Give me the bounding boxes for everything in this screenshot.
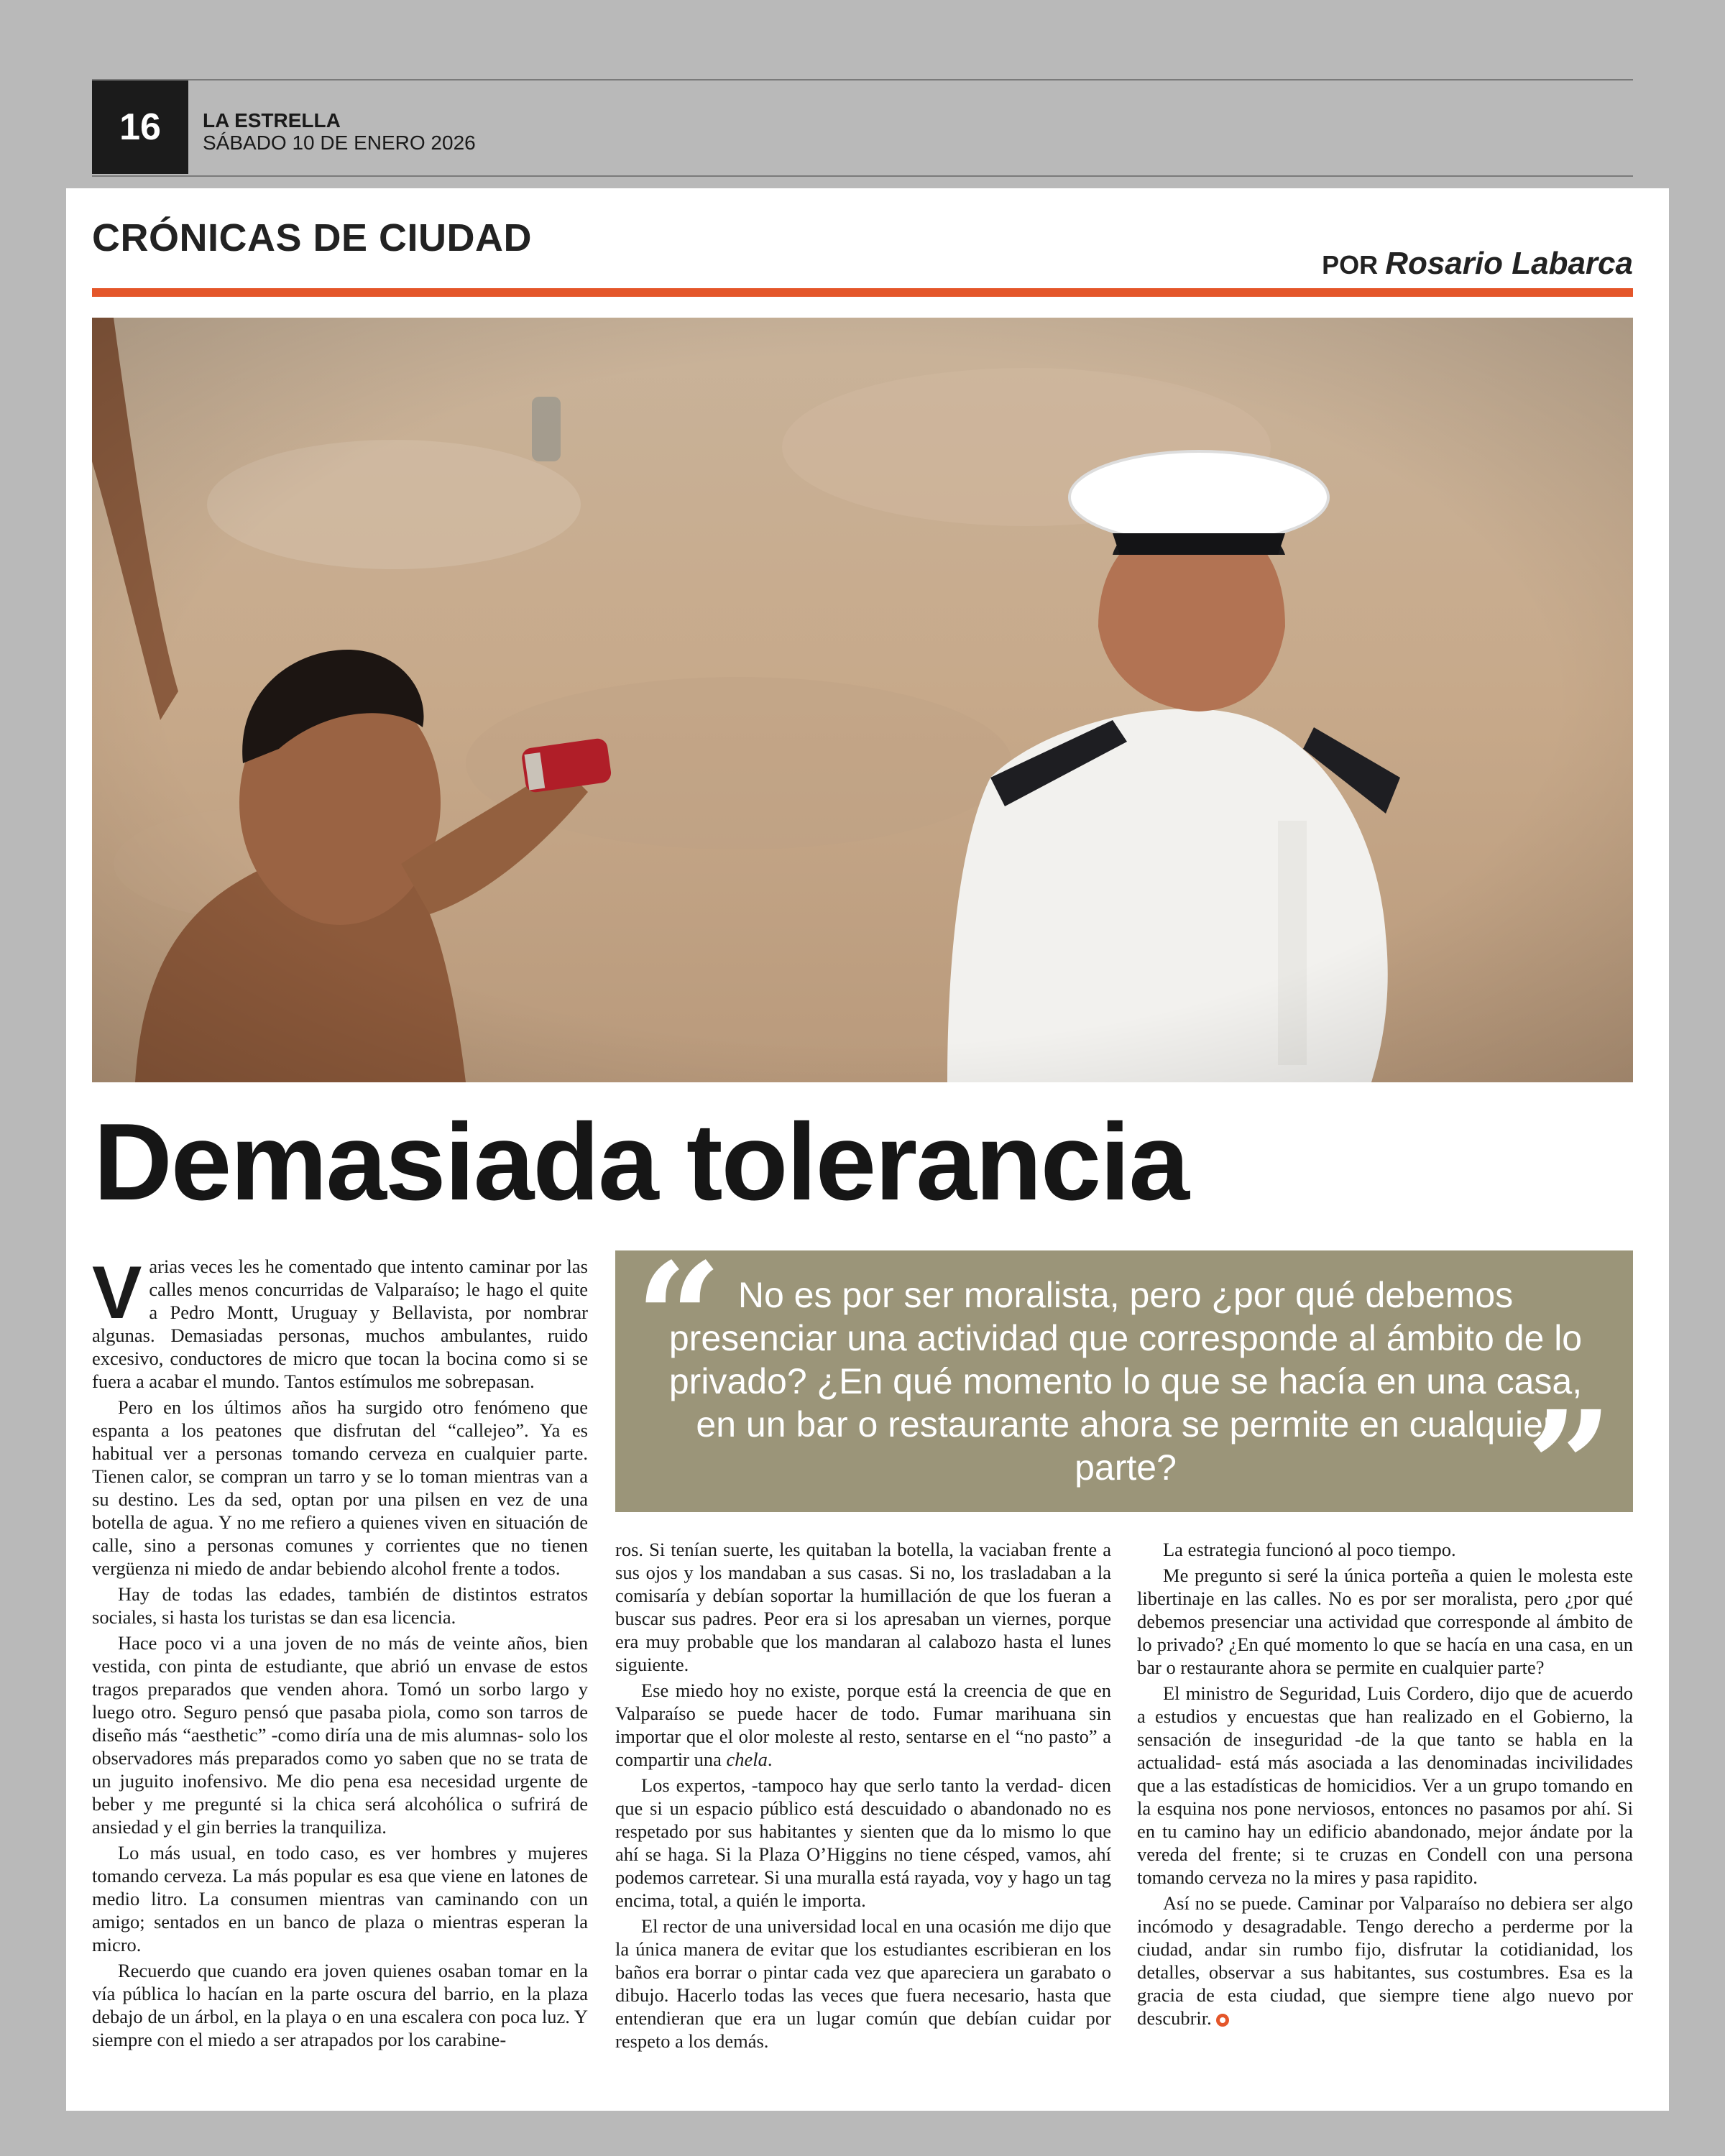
- pullquote-text: No es por ser moralista, pero ¿por qué debemos presenciar una actividad que corresponde al ámbito de lo privado? ¿En qué momento lo que se hacía en una casa, en un bar o restaurante ahora se permite en cualquier parte?: [668, 1275, 1583, 1488]
- paragraph: Varias veces les he comentado que intento caminar por las calles menos concurridas de Valparaíso; le hago el quite a Pedro Montt, Uruguay y Bellavista, por nombrar algunas. Demasiadas personas, muchos ambulantes, ruido excesivo, conductores de micro que tocan la bocina como si se fuera a acabar el mundo. Tantos estímulos me sobrepasan.: [92, 1251, 588, 1392]
- masthead: [203, 109, 476, 154]
- byline-author: Rosario Labarca: [1385, 246, 1633, 281]
- headline: Demasiada tolerancia: [93, 1101, 1188, 1223]
- masthead-top-rule: [92, 79, 1633, 80]
- page-number: 16: [92, 80, 188, 174]
- article-column-3: [1137, 1538, 1633, 2032]
- close-quote-mark: ”: [1526, 1378, 1613, 1555]
- paragraph: Lo más usual, en todo caso, es ver hombres y mujeres tomando cerveza. La más popular es esa que viene en latones de medio litro. La consumen mientras van caminando con un amigo; sentados en un banco de plaza o mientras esperan la micro.: [92, 1842, 588, 1955]
- paragraph: Hay de todas las edades, también de distintos estratos sociales, si hasta los turistas se dan esa licencia.: [92, 1583, 588, 1628]
- article-column-1: [92, 1251, 588, 2054]
- paragraph: Hace poco vi a una joven de no más de veinte años, bien vestida, con pinta de estudiante, que abrió un envase de estos tragos preparados que venden ahora. Tomó un sorbo largo y luego otro. Seguro pensó que pasaba piola, como son tarros de diseño más “aesthetic” -como diría una de mis alumnas- solo los observadores más preparados como yo saben que no se trata de un juguito inofensivo. Me dio pena esa necesidad urgente de beber y me pregunté si la chica será alcohólica o sufrirá de ansiedad y el gin berries la tranquiliza.: [92, 1632, 588, 1838]
- section-title: CRÓNICAS DE CIUDAD: [92, 216, 533, 259]
- paragraph: Así no se puede. Caminar por Valparaíso no debiera ser algo incómodo y desagradable. Tengo derecho a perderme por la ciudad, andar sin rumbo fijo, disfrutar la cotidianidad, los detalles, observar a sus habitantes, sus costumbres. Esa es la gracia de esta ciudad, que siempre tiene algo nuevo por descubrir.: [1137, 1892, 1633, 2029]
- issue-date: SÁBADO 10 DE ENERO 2026: [203, 132, 476, 154]
- byline: [1322, 246, 1633, 282]
- masthead-bottom-rule: [92, 175, 1633, 177]
- paragraph: Recuerdo que cuando era joven quienes osaban tomar en la vía pública lo hacían en la parte oscura del barrio, en la plaza debajo de un árbol, en la playa o en una escalera con poca luz. Y siempre con el miedo a ser atrapados por los carabine-: [92, 1960, 588, 2050]
- byline-prefix: POR: [1322, 250, 1379, 280]
- paragraph: Los expertos, -tampoco hay que serlo tanto la verdad- dicen que si un espacio público está descuidado o abandonado no es respetado por sus habitantes y sienten que da lo mismo lo que ahí se haga. Si la Plaza O’Higgins no tiene césped, vamos, ahí podemos carretear. Si una muralla está rayada, voy y hago un tag encima, total, a quién le importa.: [615, 1774, 1111, 1911]
- paragraph: El ministro de Seguridad, Luis Cordero, dijo que de acuerdo a estudios y encuestas que han realizado en el Gobierno, la sensación de inseguridad -de la que tanto se habla en la actualidad- está más asociada a las denominadas incivilidades que a las estadísticas de homicidios. Ver a un grupo tomando en la esquina nos pone nerviosos, entonces no pasamos por ahí. Si en tu camino hay un edificio abandonado, mejor ándate por la vereda del frente; si te cruzas en Condell con una persona tomando cerveza no la mires y pasa rapidito.: [1137, 1682, 1633, 1888]
- end-of-article-icon: [1216, 2014, 1229, 2027]
- paragraph: El rector de una universidad local en una ocasión me dijo que la única manera de evitar que los estudiantes escribieran en los baños era borrar o pintar cada vez que apareciera un garabato o dibujo. Hacerlo todas las veces que fuera necesario, hasta que entendieran que era un lugar común que debían cuidar por respeto a los demás.: [615, 1915, 1111, 2052]
- drop-cap: V: [92, 1251, 142, 1335]
- paragraph: La estrategia funcionó al poco tiempo.: [1163, 1539, 1456, 1560]
- beach-scene-image: [92, 318, 1633, 1082]
- lead-photo: [92, 318, 1633, 1082]
- open-quote-mark: “: [635, 1230, 722, 1407]
- paragraph: ros. Si tenían suerte, les quitaban la botella, la vaciaban frente a sus ojos y los mandaban a sus casas. Si no, los trasladaban a la comisaría y debían soportar la humillación de que los fueran a buscar sus padres. Peor era si los apresaban un viernes, porque era muy probable que los mandaran al calabozo hasta el lunes siguiente.: [615, 1539, 1111, 1675]
- section-rule: [92, 288, 1633, 297]
- paragraph: Ese miedo hoy no existe, porque está la creencia de que en Valparaíso se puede hacer de todo. Fumar marihuana sin importar que el olor moleste al resto, sentarse en el “no pasto” a compartir una chela.: [615, 1680, 1111, 1770]
- paragraph: Pero en los últimos años ha surgido otro fenómeno que espanta a los peatones que disfrutan del “callejeo”. Ya es habitual ver a personas tomando cerveza en cualquier parte. Tienen calor, se compran un tarro y se lo toman mientras van a su destino. Les da sed, optan por una pilsen en vez de una botella de agua. Y no me refiero a quienes viven en situación de calle, sino a personas comunes y corrientes que no tienen vergüenza ni miedo de andar bebiendo alcohol frente a todos.: [92, 1396, 588, 1579]
- paragraph: Me pregunto si seré la única porteña a quien le molesta este libertinaje en las calles. No es por ser moralista, pero ¿por qué debemos presenciar una actividad que corresponde al ámbito de lo privado? ¿En qué momento lo que se hacía en una casa, en un bar o restaurante ahora se permite en cualquier parte?: [1137, 1565, 1633, 1678]
- publication-name: LA ESTRELLA: [203, 109, 341, 132]
- article-column-2: [615, 1538, 1111, 2055]
